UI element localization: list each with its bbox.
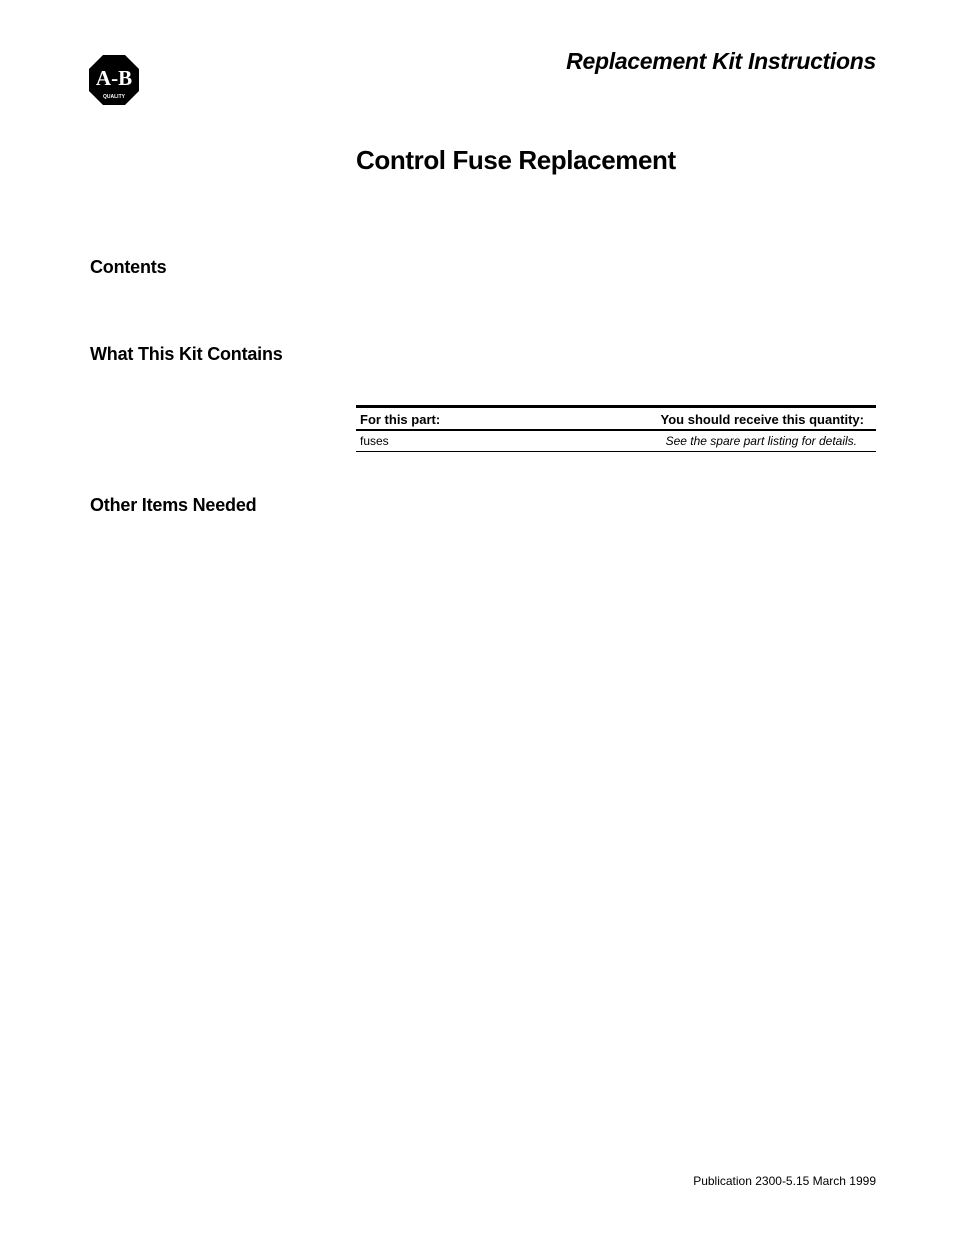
logo-graphic: [88, 54, 140, 106]
header-title: Replacement Kit Instructions: [566, 48, 876, 74]
table-row: [356, 430, 876, 452]
column-header-part: For this part:: [356, 407, 505, 431]
column-header-quantity: You should receive this quantity:: [505, 407, 876, 431]
heading-other-items: Other Items Needed: [90, 495, 257, 515]
cell-quantity: See the spare part listing for details.: [505, 430, 876, 452]
table-header-row: [356, 407, 876, 431]
logo-text: A-B: [95, 66, 133, 90]
heading-kit-contains: What This Kit Contains: [90, 344, 283, 364]
kit-contents-table: [356, 405, 876, 452]
heading-contents: Contents: [90, 257, 167, 277]
cell-part-name: fuses: [356, 430, 505, 452]
logo-subtext: QUALITY: [103, 94, 125, 100]
allen-bradley-logo-icon: [88, 54, 140, 106]
publication-footer: Publication 2300-5.15 March 1999: [693, 1174, 876, 1188]
document-title: Control Fuse Replacement: [356, 145, 676, 175]
